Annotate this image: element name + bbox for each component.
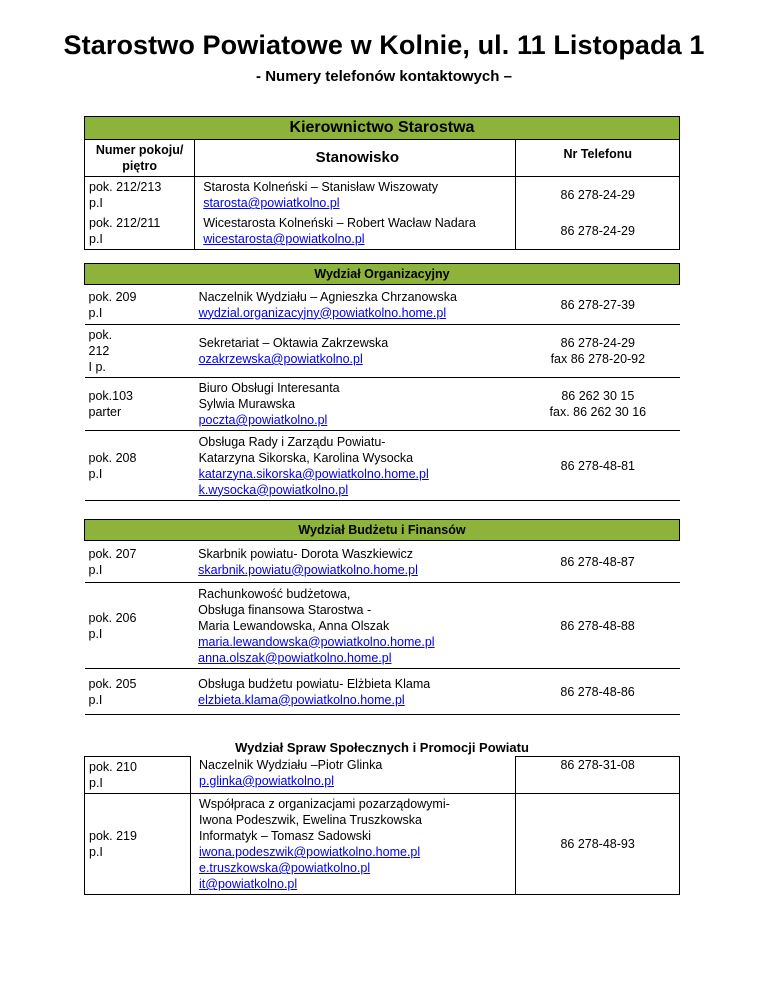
page-subtitle: - Numery telefonów kontaktowych – (256, 68, 512, 85)
room-floor: p.I (88, 692, 103, 707)
room-number: pok. 205 (88, 676, 137, 691)
email-link[interactable]: wydzial.organizacyjny@powiatkolno.home.pl (198, 305, 447, 320)
phone-cell (516, 794, 680, 895)
phone-number: 86 278-24-29 (516, 177, 680, 214)
person-name: Wicestarosta Kolneński – Robert Wacław Nadara (203, 216, 476, 230)
room-number: pok. 212/213 (89, 180, 162, 194)
person-name: Starosta Kolneński – Stanisław Wiszowaty (203, 180, 439, 194)
position-cell (191, 325, 517, 378)
person-name: Katarzyna Sikorska, Karolina Wysocka (198, 450, 414, 465)
room-cell (85, 325, 191, 378)
room-floor: p.I (88, 466, 103, 481)
room-number: pok. 219 (89, 829, 137, 843)
email-link[interactable]: elzbieta.klama@powiatkolno.home.pl (198, 692, 405, 707)
room-number: pok. 207 (88, 546, 137, 561)
room-cell (85, 213, 195, 250)
room-number: pok. 206 (88, 610, 137, 625)
phone-number: 86 278-48-88 (560, 618, 635, 633)
room-floor: p.I (88, 562, 103, 577)
email-link[interactable]: p.glinka@powiatkolno.pl (199, 773, 334, 788)
position-text: Naczelnik Wydziału – Agnieszka Chrzanowska (198, 289, 457, 304)
room-cell (85, 583, 191, 669)
position-text: Obsługa finansowa Starostwa - (198, 602, 372, 617)
person-name: Sylwia Murawska (198, 397, 296, 411)
phone-number: 86 278-48-86 (560, 684, 635, 699)
phone-number: 86 278-48-81 (560, 458, 636, 473)
room-cell (85, 541, 191, 583)
table-organizacyjny (84, 263, 680, 501)
phone-cell (516, 285, 679, 325)
person-name: Iwona Podeszwik, Ewelina Truszkowska (199, 813, 423, 827)
room-cell (85, 378, 191, 431)
position-cell (190, 541, 516, 583)
room-number: pok. (88, 328, 113, 342)
email-link[interactable]: wicestarosta@powiatkolno.pl (203, 232, 365, 246)
position-text: Obsługa Rady i Zarządu Powiatu- (198, 434, 386, 449)
position-text: Naczelnik Wydziału –Piotr Glinka (199, 757, 383, 772)
page-title: Starostwo Powiatowe w Kolnie, ul. 11 Listopada 1 (63, 30, 705, 60)
position-text: Skarbnik powiatu- Dorota Waszkiewicz (198, 546, 414, 561)
phone-cell (516, 378, 679, 431)
room-cell (85, 794, 191, 895)
phone-cell (516, 431, 679, 501)
position-text: Rachunkowość budżetowa, (198, 586, 351, 601)
phone-number: 86 278-24-29 (516, 213, 680, 250)
room-number: pok. 210 (89, 760, 137, 774)
section-title-spoleczne: Wydział Spraw Społecznych i Promocji Powiatu (235, 740, 529, 755)
room-number: 212 (88, 344, 110, 358)
position-cell (190, 583, 516, 669)
column-header-room: Numer pokoju/ piętro (85, 140, 195, 177)
room-number: pok. 212/211 (89, 216, 161, 230)
position-cell (195, 213, 516, 250)
phone-number: 86 262 30 15 (561, 389, 635, 403)
position-cell (191, 431, 517, 501)
position-text: Obsługa budżetu powiatu- Elżbieta Klama (198, 676, 431, 691)
position-text: Informatyk – Tomasz Sadowski (199, 829, 372, 843)
section-title-budzet: Wydział Budżetu i Finansów (85, 520, 680, 541)
room-floor: p.I (89, 196, 103, 210)
room-floor: p.I (88, 305, 103, 320)
room-number: pok. 208 (88, 450, 137, 465)
table-spoleczne (84, 738, 680, 895)
fax-number: fax 86 278-20-92 (550, 352, 646, 366)
room-number: pok.103 (88, 389, 133, 403)
room-cell (85, 757, 191, 794)
phone-cell (516, 757, 680, 794)
room-floor: p.I (89, 776, 103, 790)
phone-number: 86 278-31-08 (560, 758, 635, 772)
position-cell (191, 285, 517, 325)
room-floor: I p. (88, 360, 106, 374)
position-cell (191, 757, 516, 794)
position-cell (191, 378, 517, 431)
phone-number: 86 278-27-39 (560, 297, 636, 312)
person-name: Maria Lewandowska, Anna Olszak (198, 618, 390, 633)
position-cell (190, 669, 516, 715)
position-text: Biuro Obsługi Interesanta (198, 381, 340, 395)
section-title-organizacyjny: Wydział Organizacyjny (85, 264, 680, 285)
email-link[interactable]: skarbnik.powiatu@powiatkolno.home.pl (198, 562, 418, 577)
phone-cell (516, 325, 679, 378)
email-link[interactable]: iwona.podeszwik@powiatkolno.home.pl (199, 845, 421, 859)
column-header-phone: Nr Telefonu (516, 140, 680, 177)
room-cell (85, 285, 191, 325)
phone-number: 86 278-48-93 (560, 837, 635, 851)
phone-cell (516, 541, 680, 583)
room-number: pok. 209 (88, 289, 137, 304)
email-link[interactable]: ozakrzewska@powiatkolno.pl (198, 352, 363, 366)
email-link[interactable]: katarzyna.sikorska@powiatkolno.home.pl (198, 466, 429, 481)
email-link[interactable]: it@powiatkolno.pl (199, 877, 298, 891)
email-link[interactable]: poczta@powiatkolno.pl (198, 413, 328, 427)
room-cell (85, 177, 195, 214)
fax-number: fax. 86 262 30 16 (549, 405, 647, 419)
phone-number: 86 278-24-29 (560, 336, 636, 350)
position-text: Sekretariat – Oktawia Zakrzewska (198, 336, 389, 350)
email-link[interactable]: e.truszkowska@powiatkolno.pl (199, 861, 371, 875)
email-link[interactable]: k.wysocka@powiatkolno.pl (198, 482, 349, 497)
email-link[interactable]: maria.lewandowska@powiatkolno.home.pl (198, 634, 435, 649)
position-cell (191, 794, 516, 895)
room-cell (85, 669, 191, 715)
table-budzet (84, 519, 680, 715)
column-header-position: Stanowisko (195, 140, 516, 177)
email-link[interactable]: anna.olszak@powiatkolno.home.pl (198, 650, 392, 665)
table-kierownictwo (84, 116, 680, 250)
section-title-kierownictwo: Kierownictwo Starostwa (85, 117, 680, 140)
room-floor: p.I (88, 626, 103, 641)
room-cell (85, 431, 191, 501)
room-floor: p.I (89, 232, 103, 246)
email-link[interactable]: starosta@powiatkolno.pl (203, 196, 340, 210)
room-floor: p.I (89, 845, 103, 859)
room-floor: parter (88, 405, 122, 419)
position-text: Współpraca z organizacjami pozarządowymi- (199, 797, 450, 811)
phone-cell (516, 583, 680, 669)
phone-number: 86 278-48-87 (560, 554, 635, 569)
phone-cell (516, 669, 680, 715)
position-cell (195, 177, 516, 214)
